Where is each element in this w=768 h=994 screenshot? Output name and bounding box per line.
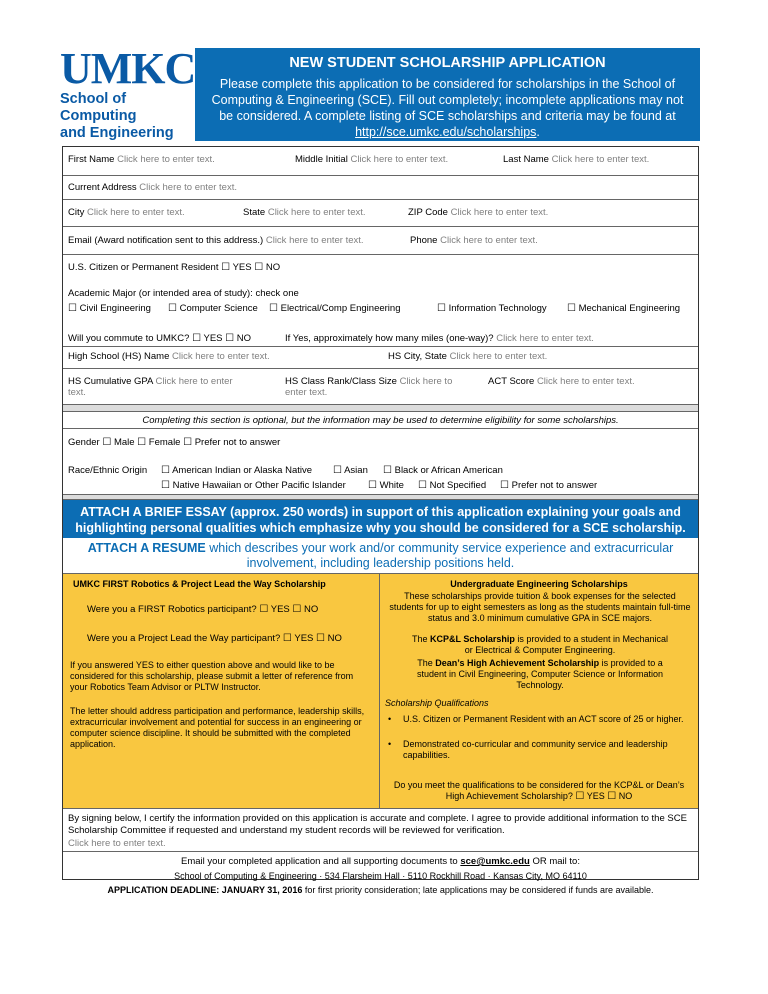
major-civil[interactable]: [68, 303, 151, 314]
state-label: State: [243, 207, 266, 218]
city-input[interactable]: Click here to enter text.: [87, 207, 185, 218]
race-black-label: Black or African American: [394, 465, 503, 476]
logo-line-2: and Engineering: [60, 125, 174, 141]
major-it[interactable]: [437, 303, 547, 314]
hs-gpa-input[interactable]: Click here to enter text.: [68, 376, 233, 398]
footer-address: School of Computing & Engineering · 534 Flarsheim Hall · 5110 Rockhill Road · Kansas City, MO 64110: [174, 871, 587, 881]
gender-prefer-not-checkbox[interactable]: ☐: [183, 437, 193, 448]
race-asian: [333, 465, 368, 476]
race-prefer-not-label: Prefer not to answer: [511, 480, 598, 491]
hs-name-row: [63, 346, 698, 369]
race-not-specified: [418, 480, 486, 491]
race-black-checkbox[interactable]: ☐: [383, 465, 392, 476]
resume-rest: which describes your work and/or community service experience and extracurricular involvement, including leadership positions held.: [205, 541, 674, 570]
qualification-item-1: [388, 714, 688, 725]
kcpl-description: [410, 634, 670, 656]
hs-name-field[interactable]: [68, 351, 270, 362]
middle-initial-label: Middle Initial: [295, 154, 348, 165]
citizen-no-label: NO: [265, 262, 281, 273]
address-row: [63, 176, 698, 200]
city-row: [63, 200, 698, 227]
citizen-label: U.S. Citizen or Permanent Resident: [68, 262, 219, 273]
citizen-no-checkbox[interactable]: ☐: [254, 262, 264, 273]
major-it-checkbox[interactable]: ☐: [437, 303, 446, 314]
gender-label: Gender: [68, 437, 100, 448]
scholarships-link[interactable]: http://sce.umkc.edu/scholarships: [355, 125, 537, 139]
hs-city-input[interactable]: Click here to enter text.: [449, 351, 548, 362]
major-it-label: Information Technology: [448, 303, 547, 314]
race-row-1: [161, 465, 312, 476]
qualifications-title: Scholarship Qualifications: [385, 698, 489, 708]
kcpl-post: is provided to a student in Mechanical or Electrical & Computer Engineering.: [464, 634, 668, 655]
deadline-bold: APPLICATION DEADLINE: JANUARY 31, 2016: [107, 885, 303, 895]
resume-bold: ATTACH A RESUME: [87, 541, 206, 555]
robotics-q1-label: Were you a FIRST Robotics participant?: [87, 604, 257, 615]
major-label: Academic Major (or intended area of study): check one: [68, 288, 299, 299]
robotics-title: UMKC FIRST Robotics & Project Lead the Way Scholarship: [73, 579, 326, 589]
race-white-checkbox[interactable]: ☐: [368, 480, 377, 491]
application-form: [62, 146, 699, 895]
hs-name-label: High School (HS) Name: [68, 351, 170, 362]
hs-city-label: HS City, State: [388, 351, 447, 362]
robotics-q1: [87, 604, 318, 615]
gender-female-checkbox[interactable]: ☐: [137, 437, 147, 448]
robotics-paragraph-1: If you answered YES to either question above and would like to be considered for this scholarship, please submit a letter of reference from your Robotics Team Advisor or PLTW Instructor.: [70, 660, 354, 692]
pltw-yes-checkbox[interactable]: ☐: [282, 633, 292, 644]
dean-description: [410, 658, 670, 691]
header-banner: [195, 48, 700, 141]
commute-no-label: NO: [236, 333, 252, 344]
undergrad-panel: [380, 573, 698, 808]
dean-bold: Dean’s High Achievement Scholarship: [435, 658, 600, 668]
signature-input[interactable]: Click here to enter text.: [68, 838, 166, 849]
race-hawaiian: [161, 480, 346, 491]
banner-description: [195, 76, 700, 140]
race-asian-checkbox[interactable]: ☐: [333, 465, 342, 476]
state-field[interactable]: [243, 207, 366, 218]
name-row: [63, 147, 698, 176]
race-white-label: White: [379, 480, 404, 491]
citizen-row: [63, 255, 698, 279]
first-name-field[interactable]: [68, 154, 215, 165]
undergrad-no-checkbox[interactable]: ☐: [607, 791, 617, 802]
major-cs-label: Computer Science: [179, 303, 258, 314]
race-asian-label: Asian: [344, 465, 368, 476]
umkc-logo: [60, 44, 196, 142]
undergrad-yes-checkbox[interactable]: ☐: [575, 791, 585, 802]
undergrad-no-label: NO: [618, 791, 633, 801]
act-label: ACT Score: [488, 376, 535, 387]
hs-name-input[interactable]: Click here to enter text.: [172, 351, 270, 362]
race-black: [383, 465, 503, 476]
city-field[interactable]: [68, 207, 185, 218]
major-ece-checkbox[interactable]: ☐: [269, 303, 278, 314]
race-hawaiian-checkbox[interactable]: ☐: [161, 480, 170, 491]
bullet-icon: •: [388, 739, 392, 749]
email-input[interactable]: Click here to enter text.: [265, 235, 364, 246]
optional-note: Completing this section is optional, but the information may be used to determine eligibility for some scholarships.: [142, 415, 619, 426]
zip-input[interactable]: Click here to enter text.: [450, 207, 549, 218]
race-not-specified-checkbox[interactable]: ☐: [418, 480, 427, 491]
robotics-yes-checkbox[interactable]: ☐: [259, 604, 269, 615]
qualification-text-1: U.S. Citizen or Permanent Resident with an ACT score of 25 or higher.: [403, 714, 684, 724]
race-white: [368, 480, 404, 491]
certify-text: By signing below, I certify the information provided on this application is accurate and complete. I agree to provide additional information to the SCE Scholarship Committee if requested and understand my student records will be reviewed for verification.: [68, 813, 687, 836]
act-field[interactable]: [488, 376, 635, 387]
state-input[interactable]: Click here to enter text.: [267, 207, 366, 218]
dean-pre: The: [417, 658, 436, 668]
robotics-yes-label: YES: [270, 604, 290, 615]
major-cs-checkbox[interactable]: ☐: [168, 303, 177, 314]
major-me-checkbox[interactable]: ☐: [567, 303, 576, 314]
essay-instruction: ATTACH A BRIEF ESSAY (approx. 250 words) in support of this application explaining your goals and highlighting personal qualities which emphasize why you should be considered for a SCE scholarship.: [63, 500, 698, 538]
commute-question: [68, 333, 251, 344]
city-label: City: [68, 207, 85, 218]
logo-wordmark: UMKC: [60, 44, 196, 93]
optional-note-row: [63, 412, 698, 429]
race-hawaiian-label: Native Hawaiian or Other Pacific Islander: [172, 480, 346, 491]
gender-prefer-not-label: Prefer not to answer: [194, 437, 281, 448]
commute-yes-label: YES: [203, 333, 223, 344]
race-american-indian-label: American Indian or Alaska Native: [172, 465, 313, 476]
banner-text-end: .: [536, 125, 540, 139]
footer-email-pre: Email your completed application and all supporting documents to: [181, 856, 461, 867]
section-divider-1: [63, 405, 698, 412]
citizen-question: [68, 262, 280, 273]
undergrad-yes-label: YES: [586, 791, 605, 801]
footer-email-link[interactable]: sce@umkc.edu: [460, 856, 530, 867]
footer-email-post: OR mail to:: [529, 856, 580, 867]
page-title: NEW STUDENT SCHOLARSHIP APPLICATION: [289, 55, 606, 71]
race-not-specified-label: Not Specified: [429, 480, 487, 491]
major-ece-label: Electrical/Comp Engineering: [280, 303, 401, 314]
qualification-text-2: Demonstrated co-curricular and community service and leadership capabilities.: [403, 739, 668, 760]
major-civil-checkbox[interactable]: ☐: [68, 303, 77, 314]
race-prefer-not-checkbox[interactable]: ☐: [500, 480, 509, 491]
major-ece[interactable]: [269, 303, 400, 314]
hs-gpa-label: HS Cumulative GPA: [68, 376, 153, 387]
logo-line-1: School of Computing: [60, 91, 137, 124]
first-name-label: First Name: [68, 154, 115, 165]
undergrad-title: Undergraduate Engineering Scholarships: [450, 579, 628, 589]
major-cs[interactable]: [168, 303, 258, 314]
gender-male-checkbox[interactable]: ☐: [102, 437, 112, 448]
gender-male-label: Male: [113, 437, 135, 448]
kcpl-bold: KCP&L Scholarship: [430, 634, 515, 644]
pltw-yes-label: YES: [294, 633, 314, 644]
major-me-label: Mechanical Engineering: [578, 303, 681, 314]
citizen-yes-label: YES: [232, 262, 252, 273]
phone-input[interactable]: Click here to enter text.: [440, 235, 538, 246]
hs-gpa-row: [63, 369, 698, 405]
miles-label: If Yes, approximately how many miles (one-way)?: [285, 333, 494, 344]
undergrad-question-label: Do you meet the qualifications to be considered for the KCP&L or Dean’s High Achievement Scholarship?: [393, 780, 685, 801]
email-row: [63, 227, 698, 255]
pltw-q2-label: Were you a Project Lead the Way participant?: [87, 633, 281, 644]
zip-label: ZIP Code: [408, 207, 448, 218]
email-field[interactable]: [68, 235, 364, 246]
last-name-label: Last Name: [503, 154, 549, 165]
hs-gpa-field[interactable]: [68, 376, 248, 398]
gender-female-label: Female: [148, 437, 181, 448]
gender-question: [68, 437, 280, 448]
major-me[interactable]: [567, 303, 680, 314]
race-label: Race/Ethnic Origin: [68, 465, 148, 476]
email-label: Email (Award notification sent to this address.): [68, 235, 264, 246]
commute-label: Will you commute to UMKC?: [68, 333, 190, 344]
footer-email-line: [63, 856, 698, 867]
deadline-rest: for first priority consideration; late applications may be considered if funds are available.: [302, 885, 654, 895]
pltw-q2: [87, 633, 342, 644]
hs-city-field[interactable]: [388, 351, 547, 362]
kcpl-pre: The: [412, 634, 431, 644]
address-label: Current Address: [68, 182, 137, 193]
address-field[interactable]: [68, 182, 237, 193]
resume-instruction: [63, 541, 698, 571]
middle-initial-input[interactable]: Click here to enter text.: [350, 154, 449, 165]
first-name-input[interactable]: Click here to enter text.: [117, 154, 215, 165]
phone-label: Phone: [410, 235, 438, 246]
robotics-no-checkbox[interactable]: ☐: [292, 604, 302, 615]
hs-rank-field[interactable]: [285, 376, 455, 398]
undergrad-question: [385, 780, 693, 802]
bullet-icon: •: [388, 714, 392, 724]
robotics-no-label: NO: [304, 604, 319, 615]
certify-row: [63, 808, 698, 852]
miles-field[interactable]: [285, 333, 594, 344]
robotics-panel: [63, 573, 380, 808]
commute-no-checkbox[interactable]: ☐: [225, 333, 235, 344]
miles-input[interactable]: Click here to enter text.: [496, 333, 594, 344]
address-input[interactable]: Click here to enter text.: [139, 182, 237, 193]
banner-text: Please complete this application to be considered for scholarships in the School of Computing & Engineering (SCE). Fill out completely; incomplete applications may not be considered. A complete listing of SCE scholarships and criteria may be found at: [211, 77, 684, 123]
middle-initial-field[interactable]: [295, 154, 448, 165]
act-input[interactable]: Click here to enter text.: [536, 376, 635, 387]
hs-rank-label: HS Class Rank/Class Size: [285, 376, 397, 387]
robotics-paragraph-2: The letter should address participation and performance, leadership skills, extracurricular involvement and potential for success in an engineering or computer science discipline. It should be submitted with the completed application.: [70, 706, 365, 749]
footer-deadline: [63, 885, 698, 895]
race-american-indian-checkbox[interactable]: ☐: [161, 465, 170, 476]
hs-rank-input[interactable]: Click here to enter text.: [285, 376, 453, 398]
zip-field[interactable]: [408, 207, 548, 218]
last-name-field[interactable]: [503, 154, 649, 165]
undergrad-intro: These scholarships provide tuition & book expenses for the selected students for up to eight semesters as long as the students maintain full-time status and 3.0 minimum cumulative GPA in SCE majors.: [389, 591, 691, 623]
last-name-input[interactable]: Click here to enter text.: [551, 154, 650, 165]
race-prefer-not: [500, 480, 597, 491]
phone-field[interactable]: [410, 235, 538, 246]
pltw-no-checkbox[interactable]: ☐: [316, 633, 325, 644]
pltw-no-label: NO: [327, 633, 342, 644]
citizen-yes-checkbox[interactable]: ☐: [221, 262, 231, 273]
commute-yes-checkbox[interactable]: ☐: [192, 333, 202, 344]
major-civil-label: Civil Engineering: [79, 303, 151, 314]
dean-post: is provided to a student in Civil Engineering, Computer Science or Information Technology.: [416, 658, 664, 690]
qualification-item-2: [388, 739, 688, 761]
